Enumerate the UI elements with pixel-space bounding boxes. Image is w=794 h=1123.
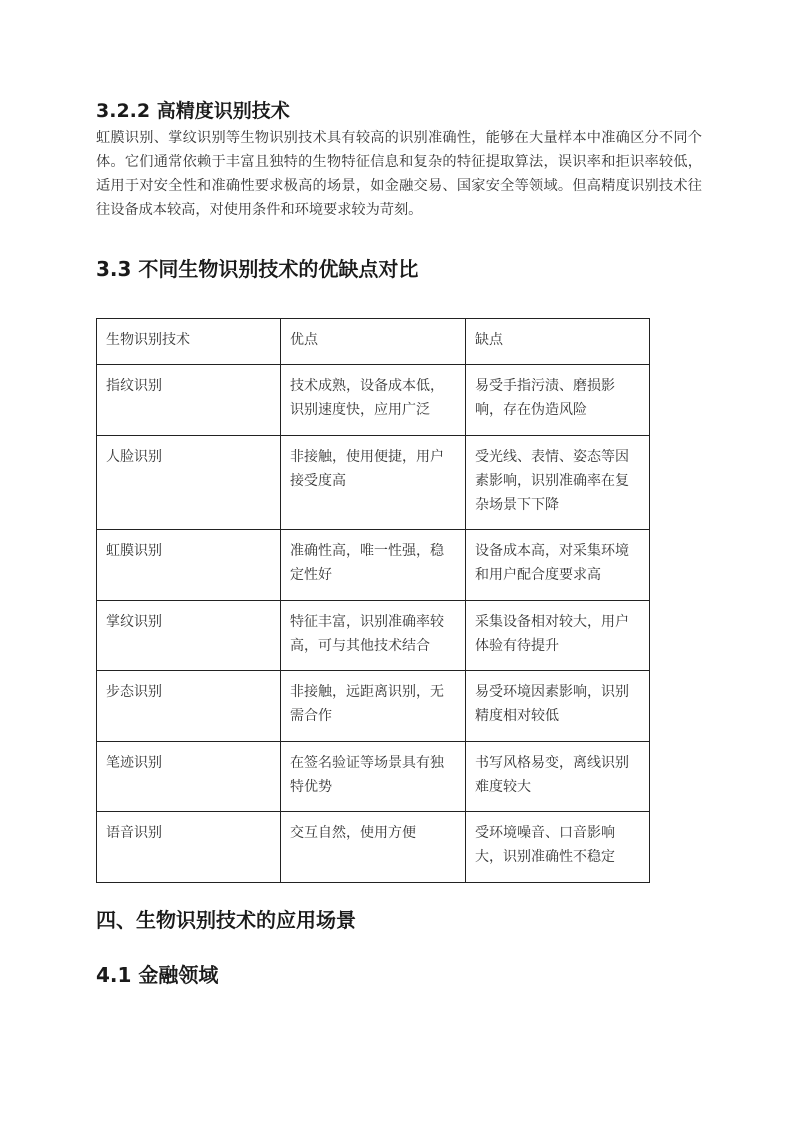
table-row xyxy=(97,601,650,671)
section-3-2-2-paragraph: 虹膜识别、掌纹识别等生物识别技术具有较高的识别准确性，能够在大量样本中准确区分不同个体。它们通常依赖于丰富且独特的生物特征信息和复杂的特征提取算法，误识率和拒识率较低，适用于对安全性和准确性要求极高的场景，如金融交易、国家安全等领域。但高精度识别技术往往设备成本较高，对使用条件和环境要求较为苛刻。 xyxy=(96,130,702,218)
table-cell-cons: 受光线、表情、姿态等因素影响，识别准确率在复杂场景下下降 xyxy=(466,436,650,530)
table-row xyxy=(97,742,650,812)
table-row xyxy=(97,365,650,436)
table-header-cell: 优点 xyxy=(281,319,466,365)
table-cell-cons: 书写风格易变，离线识别难度较大 xyxy=(466,742,650,812)
table-cell-pros: 非接触，远距离识别，无需合作 xyxy=(281,671,466,742)
table-cell-pros: 交互自然，使用方便 xyxy=(281,812,466,883)
table-cell-technology: 笔迹识别 xyxy=(97,742,281,812)
table-cell-cons: 采集设备相对较大，用户体验有待提升 xyxy=(466,601,650,671)
table-header-cell: 缺点 xyxy=(466,319,650,365)
table-cell-cons: 受环境噪音、口音影响大，识别准确性不稳定 xyxy=(466,812,650,883)
table-cell-technology: 步态识别 xyxy=(97,671,281,742)
table-header-cell: 生物识别技术 xyxy=(97,319,281,365)
table-row xyxy=(97,812,650,883)
table-header-row xyxy=(97,319,650,365)
table-cell-pros: 非接触，使用便捷，用户接受度高 xyxy=(281,436,466,530)
table-cell-pros: 准确性高，唯一性强，稳定性好 xyxy=(281,530,466,601)
table-row xyxy=(97,671,650,742)
comparison-table xyxy=(96,318,650,883)
table-cell-pros: 特征丰富，识别准确率较高，可与其他技术结合 xyxy=(281,601,466,671)
table-cell-technology: 语音识别 xyxy=(97,812,281,883)
table-cell-cons: 设备成本高，对采集环境和用户配合度要求高 xyxy=(466,530,650,601)
table-cell-cons: 易受手指污渍、磨损影响，存在伪造风险 xyxy=(466,365,650,436)
section-3-2-2-heading: 3.2.2 高精度识别技术 xyxy=(96,100,290,122)
section-4-heading: 四、生物识别技术的应用场景 xyxy=(96,908,356,932)
table-cell-pros: 在签名验证等场景具有独特优势 xyxy=(281,742,466,812)
table-cell-technology: 指纹识别 xyxy=(97,365,281,436)
table-cell-cons: 易受环境因素影响，识别精度相对较低 xyxy=(466,671,650,742)
table-row xyxy=(97,530,650,601)
section-4-1-heading: 4.1 金融领域 xyxy=(96,963,219,987)
table-cell-technology: 人脸识别 xyxy=(97,436,281,530)
section-3-3-heading: 3.3 不同生物识别技术的优缺点对比 xyxy=(96,257,419,281)
table-cell-technology: 掌纹识别 xyxy=(97,601,281,671)
table-row xyxy=(97,436,650,530)
table-cell-technology: 虹膜识别 xyxy=(97,530,281,601)
table-cell-pros: 技术成熟，设备成本低，识别速度快，应用广泛 xyxy=(281,365,466,436)
